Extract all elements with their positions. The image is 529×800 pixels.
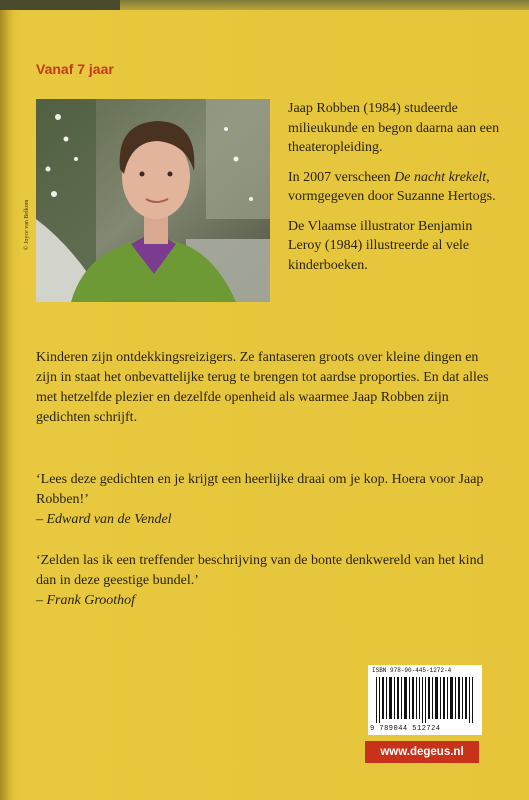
bio-paragraph-1: Jaap Robben (1984) studeerde milieukunde en begon daarna aan een theateropleiding.	[288, 101, 500, 155]
bio-text: , vormgegeven door Suzanne Hertogs.	[288, 169, 496, 204]
spine-shadow	[0, 0, 14, 800]
top-edge-strip	[0, 0, 529, 10]
review-quote-2	[36, 551, 498, 611]
quote-author: – Frank Groothof	[36, 593, 136, 608]
bio-paragraph-3: De Vlaamse illustrator Benjamin Leroy (1984) illustreerde al vele kinderboeken.	[288, 218, 473, 273]
author-photo	[36, 99, 270, 302]
publisher-website[interactable]: www.degeus.nl	[365, 741, 479, 763]
blurb-intro: Kinderen zijn ontdekkingsreizigers. Ze fantaseren groots over kleine dingen en zijn in staat het onbevattelijke terug te brengen tot aardse proporties. En dat alles met hetzelfde plezier en dezelfde openheid als waarmee Jaap Robben zijn gedichten schrijft.	[36, 350, 489, 425]
book-title: De nacht krekelt	[394, 169, 487, 185]
bio-text: In 2007 verscheen	[288, 169, 395, 185]
quote-text: ‘Lees deze gedichten en je krijgt een heerlijke draai om je kop. Hoera voor Jaap Robben!’	[36, 472, 484, 507]
barcode-number: 9 789044 512724	[370, 725, 441, 733]
isbn-label: ISBN 978-90-445-1272-4	[372, 667, 452, 674]
review-quote-1	[36, 470, 498, 530]
barcode-bars	[376, 677, 474, 723]
quote-author: – Edward van de Vendel	[36, 512, 172, 527]
bio-paragraph-2	[288, 168, 503, 207]
barcode	[368, 665, 482, 735]
photo-credit: © Joyce van Belkom	[24, 199, 30, 250]
age-label: Vanaf 7 jaar	[36, 61, 114, 77]
author-bio	[288, 99, 503, 285]
quote-text: ‘Zelden las ik een treffender beschrijving van de bonte denkwereld van het kind dan in deze geestige bundel.’	[36, 553, 484, 588]
